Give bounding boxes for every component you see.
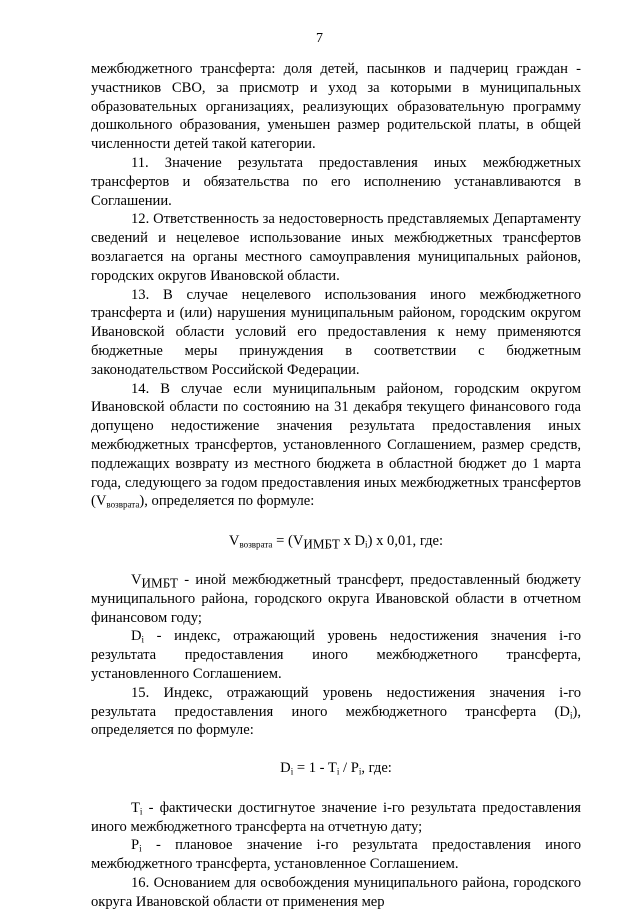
formula-refund-i-sub: i — [365, 539, 368, 550]
paragraph-14-end: ), определяется по формуле: — [139, 493, 315, 510]
definition-vimbt-sub: ИМБТ — [141, 575, 179, 591]
definition-pi-symbol: P — [131, 837, 140, 854]
definition-vimbt-symbol: V — [131, 571, 142, 588]
definition-pi-text: - плановое значение i-го результата предоставления иного межбюджетного трансферта, установленное Соглашением. — [91, 837, 581, 873]
formula-index-slash: / P — [339, 760, 359, 777]
paragraph-12: 12. Ответственность за недостоверность представляемых Департаменту сведений и нецелевое использование иных межбюджетных трансфертов возлагается на органы местного самоуправления муниципальных районов, городских округов Ивановской области. — [91, 211, 581, 284]
formula-refund-eq: = (V — [272, 533, 304, 550]
formula-index-d: D — [280, 760, 291, 777]
definition-ti-symbol: T — [131, 799, 140, 816]
paragraph-15-text: 15. Индекс, отражающий уровень недостижения значения i-го результата предоставления иного межбюджетного трансферта (D — [91, 684, 581, 720]
paragraph-11: 11. Значение результата предоставления иных межбюджетных трансфертов и обязательства по его исполнению устанавливаются в Соглашении. — [91, 154, 581, 209]
definition-ti — [91, 799, 581, 837]
definition-ti-text: - фактически достигнутое значение i-го результата предоставления иного межбюджетного трансферта на отчетную дату; — [91, 799, 581, 835]
paragraph-continuation: межбюджетного трансферта: доля детей, пасынков и падчериц граждан - участников СВО, за присмотр и уход за которыми в муниципальных образовательных организациях, реализующих образовательную программу дошкольного образования, уменьшен размер родительской платы, в общей численности детей такой категории. — [91, 61, 581, 153]
definition-pi-sub: i — [139, 843, 142, 854]
formula-refund-tail: ) x 0,01, где: — [367, 533, 444, 550]
paragraph-14 — [91, 380, 581, 512]
formula-refund — [91, 532, 581, 551]
definition-ti-sub: i — [139, 806, 143, 817]
paragraph-14-text: 14. В случае если муниципальным районом, городским округом Ивановской области по состоянию на 31 декабря текущего финансового года допущено недостижение значения результата предоставления иных межбюджетных трансфертов, установленного Соглашением, размер средств, подлежащих возврату из местного бюджета в областной бюджет до 1 марта года, следующего за годом предоставления иных межбюджетных трансфертов (V — [91, 380, 581, 510]
formula-index-tail: , где: — [361, 760, 392, 777]
formula-refund-v-sub: возврата — [239, 539, 273, 550]
formula-index-mid: = 1 - T — [293, 760, 337, 777]
paragraph-16: 16. Основанием для освобождения муниципального района, городского округа Ивановской области от применения мер — [91, 875, 581, 910]
formula-refund-x: x D — [339, 533, 366, 550]
formula-index — [91, 759, 581, 778]
definition-di — [91, 627, 581, 683]
definition-vimbt-text: - иной межбюджетный трансферт, предоставленный бюджету муниципального района, городского округа Ивановской области в отчетном финансовом году; — [91, 571, 581, 626]
paragraph-15 — [91, 684, 581, 740]
paragraph-14-subscript: возврата — [106, 499, 140, 510]
paragraph-15-end: ), определяется по формуле: — [91, 703, 581, 739]
definition-pi — [91, 836, 581, 874]
document-body — [91, 60, 581, 912]
paragraph-15-sub: i — [569, 709, 573, 720]
definition-di-text: - индекс, отражающий уровень недостижения значения i-го результата предоставления иного межбюджетного трансферта, установленного Соглашением. — [91, 628, 581, 682]
definition-di-sub: i — [141, 634, 145, 645]
formula-index-p-sub: i — [358, 766, 362, 777]
formula-refund-imbt-sub: ИМБТ — [303, 536, 340, 552]
formula-index-t-sub: i — [336, 766, 340, 777]
definition-vimbt — [91, 571, 581, 627]
paragraph-13: 13. В случае нецелевого использования иного межбюджетного трансферта и (или) нарушения муниципальным районом, городским округом Ивановской области условий его предоставления к нему применяются бюджетные меры принуждения в соответствии с бюджетным законодательством Российской Федерации. — [91, 286, 581, 378]
page-number: 7 — [316, 31, 323, 46]
formula-index-d-sub: i — [290, 766, 294, 777]
formula-refund-v: V — [228, 533, 240, 550]
definition-di-symbol: D — [131, 628, 142, 645]
